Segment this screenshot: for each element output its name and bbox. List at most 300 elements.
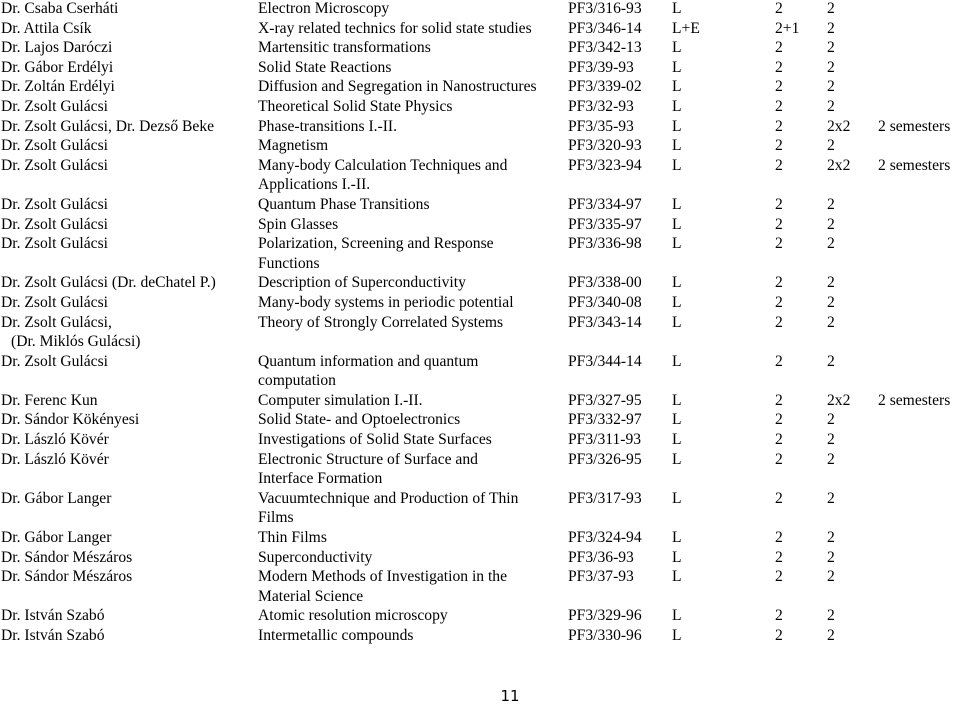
course-code-cell-text: PF3/335-97 bbox=[568, 215, 642, 233]
course-title-cell-text-line2: Functions bbox=[258, 254, 320, 272]
course-code-cell bbox=[568, 606, 642, 626]
course-title-cell-text: Spin Glasses bbox=[258, 215, 339, 233]
credit-cell bbox=[775, 117, 783, 137]
course-code-cell-text: PF3/336-98 bbox=[568, 235, 642, 253]
teacher-cell bbox=[1, 77, 115, 97]
course-code-cell bbox=[568, 430, 641, 450]
course-title-cell-text-line2: computation bbox=[258, 372, 336, 390]
hours-cell-text: 2 bbox=[827, 78, 835, 96]
course-code-cell bbox=[568, 489, 642, 509]
course-code-cell-text: PF3/343-14 bbox=[568, 313, 642, 331]
course-type-cell bbox=[672, 626, 682, 646]
hours-cell-text: 2 bbox=[827, 137, 835, 155]
hours-cell-text: 2 bbox=[827, 431, 835, 449]
credit-cell-text: 2 bbox=[775, 313, 783, 331]
teacher-cell bbox=[1, 410, 139, 430]
course-code-cell-text: PF3/323-94 bbox=[568, 156, 642, 174]
course-type-cell-text: L bbox=[672, 0, 682, 17]
hours-cell-text: 2x2 bbox=[827, 117, 851, 135]
credit-cell-text: 2 bbox=[775, 352, 783, 370]
course-type-cell-text: L bbox=[672, 293, 682, 311]
hours-cell-text: 2 bbox=[827, 0, 835, 17]
course-title-cell bbox=[258, 195, 430, 215]
course-title-cell-text: Vacuumtechnique and Production of Thin bbox=[258, 489, 519, 507]
course-title-cell bbox=[258, 352, 478, 391]
course-type-cell bbox=[672, 313, 682, 333]
course-title-cell bbox=[258, 567, 507, 606]
course-title-cell-text: Many-body Calculation Techniques and bbox=[258, 156, 508, 174]
course-type-cell bbox=[672, 117, 682, 137]
hours-cell bbox=[827, 273, 835, 293]
hours-cell-text: 2 bbox=[827, 195, 835, 213]
teacher-cell bbox=[1, 215, 108, 235]
course-type-cell bbox=[672, 58, 682, 78]
course-type-cell bbox=[672, 567, 682, 587]
hours-cell-text: 2 bbox=[827, 313, 835, 331]
teacher-cell bbox=[1, 136, 108, 156]
course-title-cell-text: Solid State- and Optoelectronics bbox=[258, 411, 461, 429]
hours-cell bbox=[827, 391, 850, 411]
teacher-cell-text: Dr. László Kövér bbox=[1, 450, 109, 468]
hours-cell bbox=[827, 489, 835, 509]
course-type-cell-text: L bbox=[672, 156, 682, 174]
teacher-cell-text: Dr. Zsolt Gulácsi bbox=[1, 97, 108, 115]
teacher-cell-text: Dr. Zsolt Gulácsi bbox=[1, 156, 108, 174]
course-title-cell-text: Polarization, Screening and Response bbox=[258, 235, 494, 253]
course-type-cell-text: L bbox=[672, 39, 682, 57]
course-code-cell-text: PF3/329-96 bbox=[568, 607, 642, 625]
note-cell-text: 2 semesters bbox=[878, 391, 951, 409]
course-title-cell-text: Electronic Structure of Surface and bbox=[258, 450, 478, 468]
course-title-cell-text-line2: Material Science bbox=[258, 587, 364, 605]
course-type-cell-text: L bbox=[672, 313, 682, 331]
teacher-cell-text-line2: (Dr. Miklós Gulácsi) bbox=[11, 333, 141, 351]
course-code-cell bbox=[568, 195, 642, 215]
course-title-cell-text: Solid State Reactions bbox=[258, 58, 392, 76]
teacher-cell-text: Dr. László Kövér bbox=[1, 431, 109, 449]
credit-cell bbox=[775, 234, 783, 254]
teacher-cell bbox=[1, 117, 214, 137]
credit-cell bbox=[775, 489, 783, 509]
teacher-cell bbox=[1, 352, 108, 372]
course-title-cell-text: Theoretical Solid State Physics bbox=[258, 97, 453, 115]
course-type-cell-text: L bbox=[672, 97, 682, 115]
hours-cell-text: 2 bbox=[827, 450, 835, 468]
teacher-cell-text: Dr. Csaba Cserháti bbox=[1, 0, 119, 17]
course-code-cell-text: PF3/36-93 bbox=[568, 548, 634, 566]
hours-cell bbox=[827, 117, 850, 137]
credit-cell-text: 2 bbox=[775, 78, 783, 96]
hours-cell-text: 2 bbox=[827, 274, 835, 292]
course-title-cell bbox=[258, 38, 431, 58]
credit-cell-text: 2 bbox=[775, 568, 783, 586]
credit-cell bbox=[775, 391, 783, 411]
teacher-cell-text: Dr. Zsolt Gulácsi bbox=[1, 352, 108, 370]
course-title-cell-text-line2: Applications I.-II. bbox=[258, 176, 371, 194]
hours-cell bbox=[827, 19, 835, 39]
hours-cell-text: 2 bbox=[827, 97, 835, 115]
credit-cell bbox=[775, 273, 783, 293]
hours-cell bbox=[827, 293, 835, 313]
course-type-cell bbox=[672, 234, 682, 254]
teacher-cell-text: Dr. Zsolt Gulácsi bbox=[1, 293, 108, 311]
course-title-cell bbox=[258, 391, 423, 411]
course-code-cell bbox=[568, 136, 642, 156]
course-title-cell-text: Martensitic transformations bbox=[258, 39, 431, 57]
course-code-cell-text: PF3/316-93 bbox=[568, 0, 642, 17]
credit-cell-text: 2 bbox=[775, 607, 783, 625]
course-type-cell bbox=[672, 430, 682, 450]
credit-cell-text: 2 bbox=[775, 411, 783, 429]
teacher-cell-text: Dr. Sándor Mészáros bbox=[1, 548, 133, 566]
credit-cell bbox=[775, 0, 783, 19]
hours-cell bbox=[827, 0, 835, 19]
hours-cell-text: 2 bbox=[827, 58, 835, 76]
note-cell bbox=[878, 156, 950, 176]
course-type-cell-text: L bbox=[672, 235, 682, 253]
teacher-cell-text: Dr. Zsolt Gulácsi, bbox=[1, 313, 112, 331]
course-title-cell-text: Superconductivity bbox=[258, 548, 373, 566]
course-title-cell bbox=[258, 293, 514, 313]
course-type-cell-text: L bbox=[672, 215, 682, 233]
credit-cell-text: 2 bbox=[775, 450, 783, 468]
course-type-cell bbox=[672, 450, 682, 470]
credit-cell bbox=[775, 548, 783, 568]
course-title-cell bbox=[258, 450, 478, 489]
teacher-cell bbox=[1, 273, 216, 293]
course-code-cell bbox=[568, 567, 634, 587]
teacher-cell bbox=[1, 313, 141, 352]
teacher-cell bbox=[1, 234, 108, 254]
teacher-cell-text: Dr. Zsolt Gulácsi bbox=[1, 137, 108, 155]
teacher-cell-text: Dr. Lajos Daróczi bbox=[1, 39, 113, 57]
teacher-cell bbox=[1, 19, 92, 39]
course-code-cell-text: PF3/334-97 bbox=[568, 195, 642, 213]
course-code-cell bbox=[568, 19, 642, 39]
course-title-cell bbox=[258, 77, 537, 97]
course-type-cell-text: L bbox=[672, 137, 682, 155]
course-code-cell bbox=[568, 548, 634, 568]
teacher-cell bbox=[1, 293, 108, 313]
course-title-cell bbox=[258, 19, 532, 39]
credit-cell bbox=[775, 567, 783, 587]
course-title-cell-text: Computer simulation I.-II. bbox=[258, 391, 423, 409]
course-type-cell bbox=[672, 215, 682, 235]
course-type-cell bbox=[672, 410, 682, 430]
teacher-cell-text: Dr. Ferenc Kun bbox=[1, 391, 98, 409]
course-type-cell-text: L bbox=[672, 607, 682, 625]
course-title-cell-text: Many-body systems in periodic potential bbox=[258, 293, 514, 311]
course-title-cell bbox=[258, 97, 452, 117]
course-code-cell bbox=[568, 313, 642, 333]
course-code-cell bbox=[568, 391, 642, 411]
hours-cell-text: 2 bbox=[827, 352, 835, 370]
teacher-cell bbox=[1, 450, 109, 470]
teacher-cell bbox=[1, 606, 105, 626]
teacher-cell-text: Dr. Gábor Langer bbox=[1, 489, 112, 507]
credit-cell bbox=[775, 430, 783, 450]
teacher-cell bbox=[1, 430, 109, 450]
hours-cell bbox=[827, 58, 835, 78]
credit-cell-text: 2 bbox=[775, 431, 783, 449]
course-title-cell bbox=[258, 410, 460, 430]
course-code-cell-text: PF3/37-93 bbox=[568, 568, 634, 586]
course-type-cell-text: L bbox=[672, 391, 682, 409]
course-type-cell bbox=[672, 97, 682, 117]
hours-cell-text: 2 bbox=[827, 215, 835, 233]
course-code-cell-text: PF3/324-94 bbox=[568, 529, 642, 547]
hours-cell bbox=[827, 410, 835, 430]
course-code-cell-text: PF3/340-08 bbox=[568, 293, 642, 311]
teacher-cell-text: Dr. Sándor Kökényesi bbox=[1, 411, 140, 429]
hours-cell bbox=[827, 195, 835, 215]
teacher-cell bbox=[1, 626, 105, 646]
course-type-cell bbox=[672, 548, 682, 568]
course-type-cell-text: L bbox=[672, 352, 682, 370]
hours-cell-text: 2 bbox=[827, 489, 835, 507]
course-title-cell-text-line2: Films bbox=[258, 509, 294, 527]
teacher-cell bbox=[1, 567, 132, 587]
course-title-cell-text: Thin Films bbox=[258, 529, 327, 547]
hours-cell-text: 2 bbox=[827, 627, 835, 644]
note-cell bbox=[878, 117, 950, 137]
course-code-cell bbox=[568, 38, 642, 58]
course-code-cell-text: PF3/346-14 bbox=[568, 19, 642, 37]
teacher-cell bbox=[1, 38, 112, 58]
credit-cell bbox=[775, 352, 783, 372]
course-type-cell-text: L+E bbox=[672, 19, 700, 37]
credit-cell-text: 2 bbox=[775, 489, 783, 507]
credit-cell bbox=[775, 606, 783, 626]
course-code-cell bbox=[568, 117, 634, 137]
credit-cell-text: 2 bbox=[775, 58, 783, 76]
course-code-cell-text: PF3/338-00 bbox=[568, 274, 642, 292]
course-code-cell bbox=[568, 410, 642, 430]
teacher-cell-text: Dr. Attila Csík bbox=[1, 19, 92, 37]
credit-cell-text: 2 bbox=[775, 195, 783, 213]
course-title-cell bbox=[258, 136, 328, 156]
hours-cell bbox=[827, 38, 835, 58]
credit-cell-text: 2 bbox=[775, 627, 783, 644]
hours-cell bbox=[827, 567, 835, 587]
course-title-cell-text: Quantum information and quantum bbox=[258, 352, 479, 370]
teacher-cell-text: Dr. Zsolt Gulácsi bbox=[1, 215, 108, 233]
course-title-cell bbox=[258, 117, 397, 137]
course-code-cell bbox=[568, 234, 642, 254]
hours-cell bbox=[827, 313, 835, 333]
course-code-cell bbox=[568, 293, 642, 313]
teacher-cell-text: Dr. Zoltán Erdélyi bbox=[1, 78, 115, 96]
course-type-cell bbox=[672, 489, 682, 509]
course-title-cell bbox=[258, 489, 518, 528]
course-title-cell bbox=[258, 215, 338, 235]
teacher-cell-text: Dr. István Szabó bbox=[1, 607, 105, 625]
course-type-cell bbox=[672, 391, 682, 411]
course-title-cell bbox=[258, 528, 327, 548]
course-title-cell-text: Investigations of Solid State Surfaces bbox=[258, 431, 492, 449]
teacher-cell-text: Dr. Zsolt Gulácsi bbox=[1, 235, 108, 253]
teacher-cell-text: Dr. Sándor Mészáros bbox=[1, 568, 133, 586]
hours-cell bbox=[827, 136, 835, 156]
course-type-cell-text: L bbox=[672, 489, 682, 507]
hours-cell bbox=[827, 156, 850, 176]
credit-cell bbox=[775, 293, 783, 313]
hours-cell-text: 2 bbox=[827, 568, 835, 586]
course-title-cell-text: Electron Microscopy bbox=[258, 0, 390, 17]
credit-cell bbox=[775, 195, 783, 215]
course-type-cell-text: L bbox=[672, 431, 682, 449]
note-cell-text: 2 semesters bbox=[878, 117, 951, 135]
course-type-cell-text: L bbox=[672, 274, 682, 292]
course-code-cell-text: PF3/317-93 bbox=[568, 489, 642, 507]
course-type-cell bbox=[672, 352, 682, 372]
credit-cell bbox=[775, 450, 783, 470]
hours-cell bbox=[827, 626, 835, 646]
course-type-cell bbox=[672, 0, 682, 19]
teacher-cell bbox=[1, 58, 113, 78]
credit-cell bbox=[775, 136, 783, 156]
course-type-cell bbox=[672, 273, 682, 293]
hours-cell-text: 2 bbox=[827, 39, 835, 57]
course-title-cell bbox=[258, 548, 372, 568]
course-code-cell-text: PF3/339-02 bbox=[568, 78, 642, 96]
course-code-cell-text: PF3/320-93 bbox=[568, 137, 642, 155]
teacher-cell-text: Dr. Zsolt Gulácsi (Dr. deChatel P.) bbox=[1, 274, 216, 292]
credit-cell-text: 2 bbox=[775, 117, 783, 135]
course-title-cell bbox=[258, 234, 494, 273]
credit-cell-text: 2 bbox=[775, 0, 783, 17]
credit-cell-text: 2 bbox=[775, 391, 783, 409]
course-code-cell-text: PF3/344-14 bbox=[568, 352, 642, 370]
course-code-cell bbox=[568, 156, 642, 176]
course-type-cell bbox=[672, 528, 682, 548]
credit-cell bbox=[775, 38, 783, 58]
hours-cell bbox=[827, 97, 835, 117]
course-title-cell-text: Magnetism bbox=[258, 137, 329, 155]
hours-cell-text: 2 bbox=[827, 293, 835, 311]
course-title-cell-text: Modern Methods of Investigation in the bbox=[258, 568, 508, 586]
teacher-cell-text: Dr. Zsolt Gulácsi, Dr. Dezső Beke bbox=[1, 117, 215, 135]
course-title-cell-text: Theory of Strongly Correlated Systems bbox=[258, 313, 504, 331]
course-title-cell bbox=[258, 430, 492, 450]
credit-cell-text: 2+1 bbox=[775, 19, 800, 37]
hours-cell bbox=[827, 234, 835, 254]
hours-cell bbox=[827, 450, 835, 470]
hours-cell bbox=[827, 548, 835, 568]
course-type-cell-text: L bbox=[672, 568, 682, 586]
credit-cell bbox=[775, 77, 783, 97]
hours-cell-text: 2 bbox=[827, 235, 835, 253]
credit-cell bbox=[775, 19, 799, 39]
credit-cell-text: 2 bbox=[775, 293, 783, 311]
teacher-cell-text: Dr. Zsolt Gulácsi bbox=[1, 195, 108, 213]
course-code-cell-text: PF3/330-96 bbox=[568, 627, 642, 644]
course-code-cell bbox=[568, 626, 642, 646]
teacher-cell bbox=[1, 97, 108, 117]
course-code-cell bbox=[568, 352, 642, 372]
course-type-cell bbox=[672, 606, 682, 626]
hours-cell-text: 2 bbox=[827, 529, 835, 547]
credit-cell-text: 2 bbox=[775, 235, 783, 253]
hours-cell-text: 2x2 bbox=[827, 391, 851, 409]
course-code-cell bbox=[568, 97, 634, 117]
course-title-cell-text-line2: Interface Formation bbox=[258, 470, 383, 488]
course-type-cell-text: L bbox=[672, 117, 682, 135]
course-type-cell bbox=[672, 156, 682, 176]
course-title-cell bbox=[258, 626, 413, 646]
credit-cell bbox=[775, 215, 783, 235]
teacher-cell-text: Dr. Gábor Langer bbox=[1, 529, 112, 547]
credit-cell bbox=[775, 626, 783, 646]
course-type-cell bbox=[672, 77, 682, 97]
credit-cell-text: 2 bbox=[775, 215, 783, 233]
course-type-cell bbox=[672, 195, 682, 215]
course-code-cell-text: PF3/35-93 bbox=[568, 117, 634, 135]
hours-cell-text: 2 bbox=[827, 607, 835, 625]
course-type-cell bbox=[672, 136, 682, 156]
course-type-cell-text: L bbox=[672, 529, 682, 547]
teacher-cell bbox=[1, 391, 98, 411]
credit-cell-text: 2 bbox=[775, 529, 783, 547]
course-title-cell bbox=[258, 313, 503, 333]
hours-cell bbox=[827, 352, 835, 372]
course-code-cell-text: PF3/332-97 bbox=[568, 411, 642, 429]
course-title-cell bbox=[258, 0, 389, 19]
course-title-cell-text: Quantum Phase Transitions bbox=[258, 195, 430, 213]
credit-cell-text: 2 bbox=[775, 156, 783, 174]
credit-cell bbox=[775, 97, 783, 117]
course-title-cell bbox=[258, 606, 448, 626]
hours-cell-text: 2 bbox=[827, 548, 835, 566]
course-type-cell-text: L bbox=[672, 195, 682, 213]
note-cell-text: 2 semesters bbox=[878, 156, 951, 174]
credit-cell-text: 2 bbox=[775, 39, 783, 57]
credit-cell bbox=[775, 58, 783, 78]
course-code-cell bbox=[568, 528, 642, 548]
course-title-cell bbox=[258, 273, 466, 293]
teacher-cell bbox=[1, 0, 118, 19]
course-title-cell-text: Diffusion and Segregation in Nanostructures bbox=[258, 78, 537, 96]
teacher-cell bbox=[1, 195, 108, 215]
course-type-cell bbox=[672, 38, 682, 58]
hours-cell-text: 2x2 bbox=[827, 156, 851, 174]
credit-cell-text: 2 bbox=[775, 548, 783, 566]
course-code-cell bbox=[568, 77, 642, 97]
credit-cell bbox=[775, 313, 783, 333]
course-type-cell-text: L bbox=[672, 450, 682, 468]
credit-cell-text: 2 bbox=[775, 274, 783, 292]
course-code-cell-text: PF3/326-95 bbox=[568, 450, 642, 468]
credit-cell bbox=[775, 410, 783, 430]
teacher-cell bbox=[1, 528, 111, 548]
course-title-cell-text: Intermetallic compounds bbox=[258, 627, 414, 644]
course-code-cell bbox=[568, 450, 642, 470]
course-title-cell-text: Description of Superconductivity bbox=[258, 274, 466, 292]
course-title-cell bbox=[258, 58, 391, 78]
hours-cell bbox=[827, 215, 835, 235]
course-type-cell-text: L bbox=[672, 627, 682, 644]
course-title-cell-text: Atomic resolution microscopy bbox=[258, 607, 448, 625]
course-type-cell-text: L bbox=[672, 78, 682, 96]
course-code-cell-text: PF3/39-93 bbox=[568, 58, 634, 76]
teacher-cell bbox=[1, 548, 132, 568]
credit-cell-text: 2 bbox=[775, 137, 783, 155]
course-code-cell-text: PF3/327-95 bbox=[568, 391, 642, 409]
hours-cell bbox=[827, 528, 835, 548]
hours-cell bbox=[827, 430, 835, 450]
course-code-cell bbox=[568, 0, 642, 19]
page-number: 11 bbox=[500, 687, 520, 705]
